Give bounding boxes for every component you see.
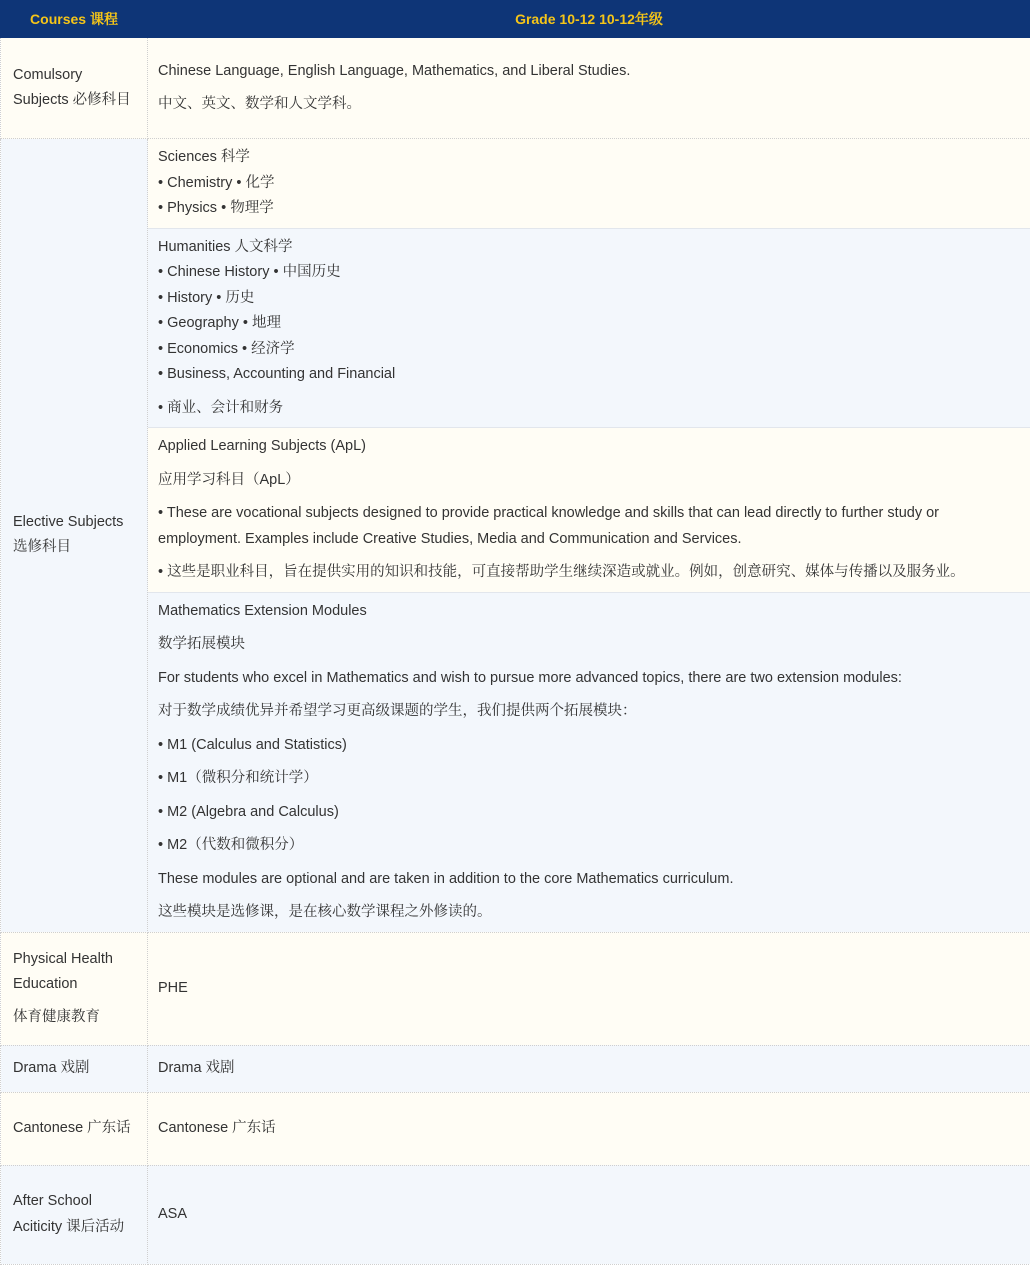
drama-content [148, 1045, 1030, 1092]
drama-value: Drama 戏剧 [158, 1056, 1022, 1082]
humanities-extra: • 商业、会计和财务 [158, 396, 1022, 422]
row-elective [1, 139, 1030, 933]
sciences-item: • Chemistry • 化学 [158, 171, 1022, 197]
math-ext-title: Mathematics Extension Modules [158, 599, 1022, 625]
apl-desc-zh: • 这些是职业科目，旨在提供实用的知识和技能，可直接帮助学生继续深造或就业。例如，创意研究、媒体与传播以及服务业。 [158, 560, 1022, 586]
math-ext-m2-zh: • M2（代数和微积分） [158, 833, 1022, 859]
compulsory-label: Comulsory Subjects 必修科目 [1, 38, 148, 139]
table-header-row [1, 1, 1030, 38]
apl-title: Applied Learning Subjects (ApL) [158, 434, 1022, 460]
row-asa [1, 1165, 1030, 1264]
asa-label: After School Aciticity 课后活动 [1, 1165, 148, 1264]
row-phe [1, 932, 1030, 1045]
header-grade: Grade 10-12 10-12年级 [148, 1, 1030, 38]
cantonese-label: Cantonese 广东话 [1, 1092, 148, 1165]
math-ext-note-zh: 这些模块是选修课，是在核心数学课程之外修读的。 [158, 900, 1022, 926]
phe-label [1, 932, 148, 1045]
humanities-item: • Chinese History • 中国历史 [158, 260, 1022, 286]
math-extension-block [148, 593, 1030, 932]
apl-title-zh: 应用学习科目（ApL） [158, 468, 1022, 494]
phe-value: PHE [158, 976, 1022, 1002]
math-ext-intro-zh: 对于数学成绩优异并希望学习更高级课题的学生，我们提供两个拓展模块： [158, 699, 1022, 725]
humanities-block [148, 229, 1030, 429]
apl-desc-en: • These are vocational subjects designed to provide practical knowledge and skills that can lead directly to further study or employment. Examples include Creative Studies, Media and Communication and Services. [158, 501, 1022, 552]
math-ext-title-zh: 数学拓展模块 [158, 632, 1022, 658]
compulsory-content [148, 38, 1030, 139]
humanities-item: • Economics • 经济学 [158, 337, 1022, 363]
math-ext-note-en: These modules are optional and are taken in addition to the core Mathematics curriculum. [158, 867, 1022, 893]
header-courses: Courses 课程 [1, 1, 148, 38]
sciences-block [148, 139, 1030, 229]
phe-label-zh: 体育健康教育 [13, 1005, 137, 1031]
compulsory-en: Chinese Language, English Language, Mathematics, and Liberal Studies. [158, 59, 1022, 85]
asa-content [148, 1165, 1030, 1264]
sciences-item: • Physics • 物理学 [158, 196, 1022, 222]
math-ext-intro-en: For students who excel in Mathematics and wish to pursue more advanced topics, there are two extension modules: [158, 666, 1022, 692]
elective-label: Elective Subjects 选修科目 [1, 139, 148, 933]
apl-block [148, 428, 1030, 593]
humanities-item: • Geography • 地理 [158, 311, 1022, 337]
row-drama [1, 1045, 1030, 1092]
phe-label-en: Physical Health Education [13, 947, 137, 998]
humanities-title: Humanities 人文科学 [158, 235, 1022, 261]
math-ext-m2-en: • M2 (Algebra and Calculus) [158, 800, 1022, 826]
row-compulsory [1, 38, 1030, 139]
sciences-title: Sciences 科学 [158, 145, 1022, 171]
math-ext-m1-zh: • M1（微积分和统计学） [158, 766, 1022, 792]
drama-label: Drama 戏剧 [1, 1045, 148, 1092]
elective-content [148, 139, 1030, 933]
math-ext-m1-en: • M1 (Calculus and Statistics) [158, 733, 1022, 759]
row-cantonese [1, 1092, 1030, 1165]
asa-value: ASA [158, 1202, 1022, 1228]
cantonese-content [148, 1092, 1030, 1165]
cantonese-value: Cantonese 广东话 [158, 1116, 1022, 1142]
humanities-item: • Business, Accounting and Financial [158, 362, 1022, 388]
humanities-item: • History • 历史 [158, 286, 1022, 312]
phe-content [148, 932, 1030, 1045]
compulsory-zh: 中文、英文、数学和人文学科。 [158, 92, 1022, 118]
